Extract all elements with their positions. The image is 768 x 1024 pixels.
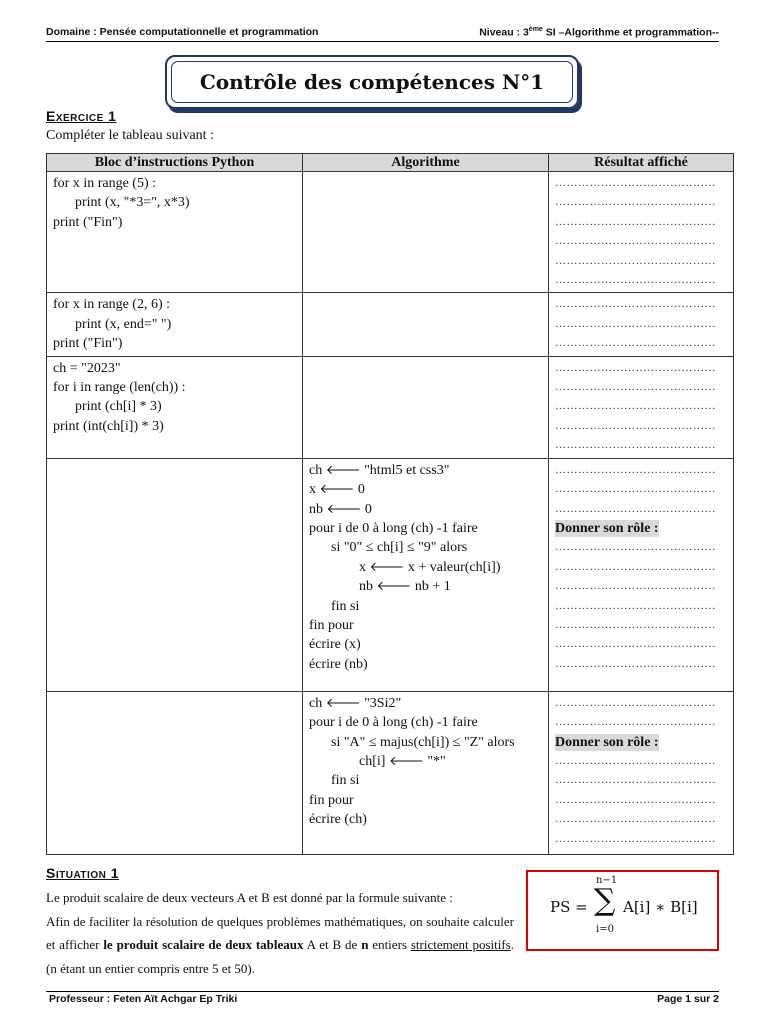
header-domain: Domaine : Pensée computationnelle et programmation [46,26,319,38]
result-cell[interactable]: …………………………………… …………………………………… …………………………………… …………………………………… …………………………………… [549,356,734,458]
python-cell[interactable] [47,458,303,691]
assign-arrow-icon: 🡐 [369,559,405,575]
col-header-resultat: Résultat affiché [549,154,734,172]
header-level: Niveau : 3ème SI –Algorithme et programmation-- [479,26,719,39]
table-row [47,356,734,458]
table-header-row [47,154,734,172]
formula-term: A[i] ∗ B[i] [623,898,698,916]
python-cell[interactable] [47,691,303,854]
role-label: Donner son rôle : [555,520,659,536]
formula-upper-bound: n−1 [596,875,618,886]
result-cell[interactable]: …………………………………… …………………………………… …………………………………… Donner son rôle : …………………………………… …………………………………… …………………………………… …………………………………… …………………………………… …………………………………… …………………………………… [549,458,734,691]
assign-arrow-icon: 🡐 [319,482,355,498]
assign-arrow-icon: 🡐 [325,695,361,711]
assign-arrow-icon: 🡐 [388,753,424,769]
exercice-1-heading: Exercice 1 [46,108,117,124]
table-row [47,458,734,691]
footer-page-number: Page 1 sur 2 [657,993,719,1005]
title-box [165,55,579,109]
role-label: Donner son rôle : [555,734,659,750]
page-title: Contrôle des compétences N°1 [171,61,573,103]
python-cell: for x in range (5) : print (x, "*3=", x*3) print ("Fin") [47,172,303,293]
result-cell[interactable]: …………………………………… …………………………………… …………………………………… [549,293,734,356]
table-row [47,691,734,854]
algo-cell[interactable] [303,293,549,356]
algo-cell: ch 🡐 "html5 et css3" x 🡐 0 nb 🡐 0 pour i de 0 à long (ch) -1 faire si "0" ≤ ch[i] ≤ "9" alors x 🡐 x + valeur(ch[i]) nb 🡐 nb + 1 fin si fin pour écrire (x) écrire (nb) [303,458,549,691]
page-header [46,25,719,42]
algo-cell[interactable] [303,356,549,458]
exercise-table [46,153,734,855]
exercice-1-intro: Compléter le tableau suivant : [46,128,214,143]
result-cell[interactable]: …………………………………… …………………………………… Donner son rôle : …………………………………… …………………………………… …………………………………… …………………………………… …………………………………… [549,691,734,854]
formula-box [526,870,719,951]
python-cell: for x in range (2, 6) : print (x, end=" ") print ("Fin") [47,293,303,356]
sigma-icon: ∑ [594,883,616,918]
assign-arrow-icon: 🡐 [325,462,361,478]
table-row [47,172,734,293]
assign-arrow-icon: 🡐 [326,501,362,517]
algo-cell: ch 🡐 "3Si2" pour i de 0 à long (ch) -1 faire si "A" ≤ majus(ch[i]) ≤ "Z" alors ch[i] 🡐 "*" fin si fin pour écrire (ch) [303,691,549,854]
footer-teacher: Professeur : Feten Aït Achgar Ep Triki [49,993,238,1005]
assign-arrow-icon: 🡐 [376,579,412,595]
col-header-algorithme: Algorithme [303,154,549,172]
formula-lhs: PS = [550,898,588,916]
page-footer [46,991,719,1006]
situation-1-text: Le produit scalaire de deux vecteurs A et B est donné par la formule suivante : Afin de faciliter la résolution de quelques problèmes mathématiques, on souhaite calculer et afficher le produit scalaire de deux tableaux A et B de n entiers strictement positifs. (n étant un entier compris entre 5 et 50). [46,890,514,976]
algo-cell[interactable] [303,172,549,293]
python-cell: ch = "2023" for i in range (len(ch)) : print (ch[i] * 3) print (int(ch[i]) * 3) [47,356,303,458]
formula-lower-bound: i=0 [596,924,614,935]
table-row [47,293,734,356]
col-header-python: Bloc d’instructions Python [47,154,303,172]
situation-1-heading: Situation 1 [46,865,119,881]
result-cell[interactable]: …………………………………… …………………………………… …………………………………… …………………………………… …………………………………… …………………………………… [549,172,734,293]
